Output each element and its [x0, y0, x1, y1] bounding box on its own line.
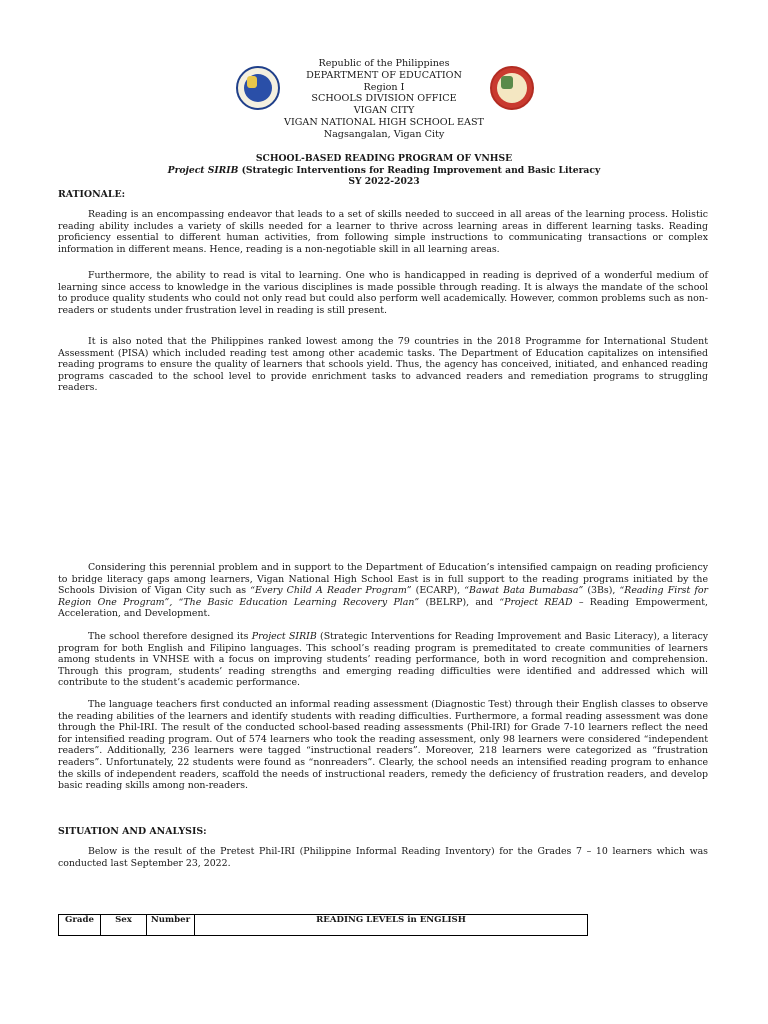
- col-sex: Sex: [101, 915, 147, 936]
- p5-text: (Strategic Interventions for Reading Improvement and Basic Literacy), a literacy program for both English and Filipino languages. This school’s reading program is premeditated to create communities of learners among students in VNHSE with a focus on improving students’ reading performance, both in word recognition and comprehension. Through this program, students’ reading strengths and emerging reading difficulties were identified and addressed which will contribute to the student’s academic performance.: [58, 631, 708, 689]
- rationale-paragraph-3: It is also noted that the Philippines ranked lowest among the 79 countries in the 2018 Programme for International Student Assessment (PISA) which included reading test among other academic tasks. The Department of Education capitalizes on intensified reading programs to ensure the quality of learners that schools yield. Thus, the agency has conceived, initiated, and enhanced reading programs cascaded to the school level to provide enrichment tasks to advanced readers and remediation programs to struggling readers.: [58, 336, 708, 394]
- project-fullname: (Strategic Interventions for Reading Improvement and Basic Literacy: [238, 164, 601, 176]
- rationale-paragraph-1: Reading is an encompassing endeavor that leads to a set of skills needed to succeed in all areas of the learning process. Holistic reading ability includes a variety of skills needed for a learner to thrive across learning areas in different learning tasks. Reading proficiency essential to different human activities, from following simple instructions to communicating transactions or complex information in different means. Hence, reading is a non-negotiable skill in all learning areas.: [58, 209, 708, 255]
- p5-text: The school therefore designed its: [88, 631, 252, 642]
- col-reading-levels: READING LEVELS in ENGLISH: [195, 915, 588, 936]
- letterhead-line: Republic of the Philippines: [318, 58, 450, 69]
- p4-program: “Project READ: [499, 596, 573, 608]
- col-number: Number: [147, 915, 195, 936]
- p4-text: (BELRP), and: [419, 596, 500, 608]
- p4-program: “Bawat Bata Bumabasa”: [464, 585, 584, 597]
- project-title: [120, 165, 648, 177]
- reading-levels-table: [58, 914, 588, 936]
- letterhead-line: Region I: [363, 81, 405, 93]
- letterhead-line: DEPARTMENT OF EDUCATION: [306, 69, 462, 81]
- situation-heading: SITUATION AND ANALYSIS:: [58, 826, 207, 837]
- table-header-row: [59, 915, 588, 936]
- p4-text: – Reading Empowerment, Acceleration, and Development.: [58, 596, 708, 620]
- situation-paragraph: Below is the result of the Pretest Phil-IRI (Philippine Informal Reading Inventory) for the Grades 7 – 10 learners which was conducted last September 23, 2022.: [58, 846, 708, 869]
- letterhead-line: SCHOOLS DIVISION OFFICE: [311, 93, 457, 105]
- p4-text: (ECARP),: [411, 585, 465, 597]
- school-year: SY 2022-2023: [348, 176, 420, 188]
- p4-program: “Every Child A Reader Program”: [250, 585, 412, 597]
- program-title: SCHOOL-BASED READING PROGRAM OF VNHSE: [255, 153, 513, 164]
- letterhead-line: VIGAN NATIONAL HIGH SCHOOL EAST: [284, 116, 484, 128]
- project-name: Project SIRIB: [167, 164, 239, 176]
- rationale-paragraph-2: Furthermore, the ability to read is vital to learning. One who is handicapped in reading is deprived of a wonderful medium of learning since access to knowledge in the various disciplines is made possible through reading. It is always the mandate of the school to produce quality students who could not only read but could also perform well academically. However, common problems such as non-readers or students under frustration level in reading is still present.: [58, 270, 708, 316]
- rationale-paragraph-5: [58, 631, 708, 689]
- rationale-paragraph-4: [58, 562, 708, 620]
- col-grade: Grade: [59, 915, 101, 936]
- letterhead: [200, 58, 568, 141]
- letterhead-line: VIGAN CITY: [353, 105, 415, 117]
- rationale-heading: RATIONALE:: [58, 189, 126, 200]
- rationale-paragraph-6: The language teachers first conducted an informal reading assessment (Diagnostic Test) through their English classes to observe the reading abilities of the learners and identify students with reading difficulties. Furthermore, a formal reading assessment was done through the Phil-IRI. The result of the conducted school-based reading assessments (Phil-IRI) for Grade 7-10 learners reflect the need for intensified reading program. Out of 574 learners who took the reading assessment, only 98 learners were considered “independent readers”. Additionally, 236 learners were tagged “instructional readers”. Moreover, 218 learners were categorized as “frustration readers”. Unfortunately, 22 students were found as “nonreaders”. Clearly, the school needs an intensified reading program to enhance the skills of independent readers, scaffold the needs of instructional readers, remedy the deficiency of frustration readers, and develop basic reading skills among non-readers.: [58, 699, 708, 792]
- p4-text: (3Bs),: [583, 585, 620, 597]
- p4-text: Considering this perennial problem and in support to the Department of Education’s intensified campaign on reading proficiency to bridge literacy gaps among learners, Vigan National High School East is in full support to the reading programs initiated by the Schools Division of Vigan City such as: [58, 562, 708, 597]
- p5-project: Project SIRIB: [251, 631, 317, 642]
- letterhead-line: Nagsangalan, Vigan City: [323, 128, 445, 140]
- document-title: [120, 153, 648, 188]
- p4-program: “Reading First for Region One Program”, “The Basic Education Learning Recovery Plan”: [58, 585, 708, 608]
